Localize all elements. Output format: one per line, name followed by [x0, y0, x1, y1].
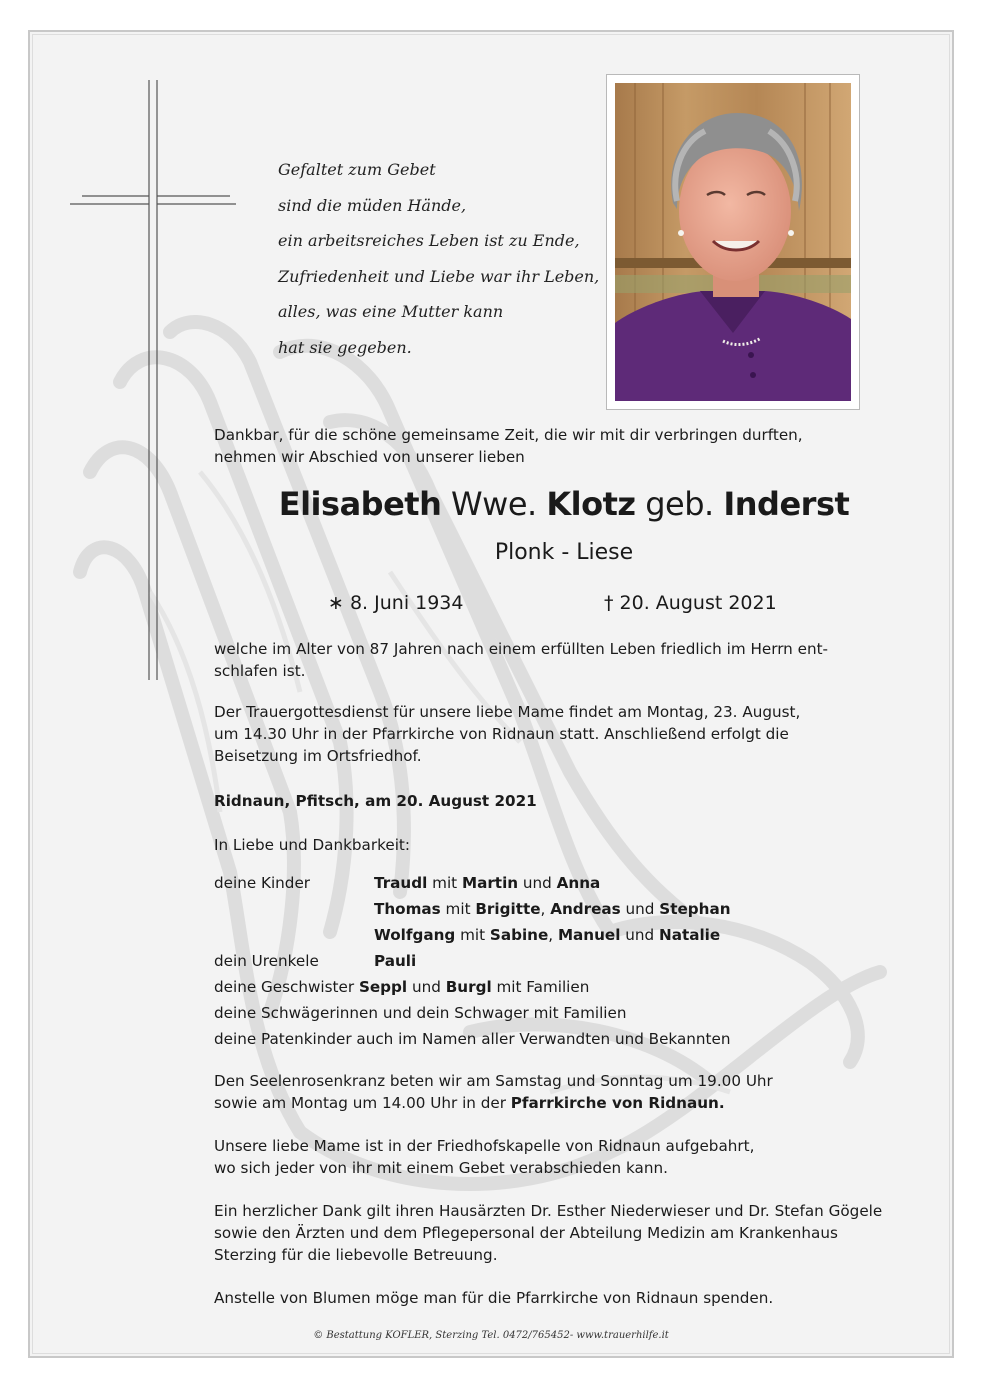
- mourners-heading: In Liebe und Dankbarkeit:: [214, 836, 410, 854]
- paragraph-rosary: [214, 1070, 926, 1114]
- connector: ,: [548, 926, 558, 944]
- text-line: Der Trauergottesdienst für unsere liebe Mame findet am Montag, 23. August,: [214, 703, 801, 721]
- mourners-line: deine Patenkinder auch im Namen aller Verwandten und Bekannten: [214, 1030, 731, 1048]
- intro-line: nehmen wir Abschied von unserer lieben: [214, 448, 525, 466]
- name: Sabine: [489, 926, 549, 944]
- place-and-date: Ridnaun, Pfitsch, am 20. August 2021: [214, 792, 537, 810]
- text-line: schlafen ist.: [214, 662, 306, 680]
- name: Wolfgang: [374, 926, 456, 944]
- intro-text: [214, 424, 926, 468]
- portrait-photo: [615, 83, 851, 401]
- paragraph-thanks: [214, 1200, 926, 1266]
- name: Brigitte: [475, 900, 541, 918]
- mourners-names: [374, 870, 600, 896]
- connector: ,: [540, 900, 551, 918]
- name: Traudl: [374, 874, 428, 892]
- portrait-frame: [606, 74, 860, 410]
- connector: mit: [455, 926, 490, 944]
- text-line: Ein herzlicher Dank gilt ihren Hausärzten Dr. Esther Niederwieser und Dr. Stefan Gögele: [214, 1202, 883, 1220]
- first-name: Elisabeth: [278, 485, 442, 523]
- text-line: um 14.30 Uhr in der Pfarrkirche von Ridnaun statt. Anschließend erfolgt die: [214, 725, 789, 743]
- poem-line: Gefaltet zum Gebet: [278, 160, 436, 179]
- paragraph-funeral-service: [214, 701, 926, 767]
- footer-credit: © Bestattung KOFLER, Sterzing Tel. 0472/765452- www.trauerhilfe.it: [313, 1330, 669, 1341]
- name: Natalie: [659, 926, 721, 944]
- connector: mit: [427, 874, 462, 892]
- mourners-line: deine Schwägerinnen und dein Schwager mit Familien: [214, 1004, 627, 1022]
- poem-line: Zufriedenheit und Liebe war ihr Leben,: [278, 266, 600, 286]
- connector: und: [518, 874, 557, 892]
- name: Martin: [461, 874, 519, 892]
- maiden-name: Inderst: [723, 485, 850, 523]
- mourners-label: deine Kinder: [214, 874, 311, 892]
- death-date: † 20. August 2021: [604, 592, 777, 614]
- name: Burgl: [445, 978, 492, 996]
- connector: deine Geschwister: [214, 978, 359, 996]
- nickname: Plonk - Liese: [494, 540, 634, 565]
- intro-line: Dankbar, für die schöne gemeinsame Zeit, die wir mit dir verbringen durften,: [214, 426, 803, 444]
- text-line: Den Seelenrosenkranz beten wir am Samstag und Sonntag um 19.00 Uhr: [214, 1072, 773, 1090]
- poem-line: alles, was eine Mutter kann: [278, 302, 504, 321]
- name: Manuel: [557, 926, 621, 944]
- connector: und: [407, 978, 446, 996]
- text-line: Beisetzung im Ortsfriedhof.: [214, 747, 422, 765]
- text-segment: sowie am Montag um 14.00 Uhr in der: [214, 1094, 511, 1112]
- mourners-label: dein Urenkele: [214, 952, 319, 970]
- connector: mit: [440, 900, 476, 918]
- text-line: welche im Alter von 87 Jahren nach einem erfüllten Leben friedlich im Herrn ent-: [214, 640, 829, 658]
- paragraph-donations: Anstelle von Blumen möge man für die Pfarrkirche von Ridnaun spenden.: [214, 1289, 774, 1307]
- birth-date: ∗ 8. Juni 1934: [328, 592, 464, 614]
- name: Thomas: [374, 900, 441, 918]
- name: Anna: [556, 874, 601, 892]
- church-name: Pfarrkirche von Ridnaun.: [510, 1094, 725, 1112]
- paragraph-age: [214, 638, 926, 682]
- deceased-name: [214, 482, 914, 526]
- text-line: wo sich jeder von ihr mit einem Gebet verabschieden kann.: [214, 1159, 668, 1177]
- poem-line: hat sie gegeben.: [278, 337, 412, 357]
- connector: mit Familien: [491, 978, 590, 996]
- cross-icon: [70, 80, 236, 680]
- text-line: sowie den Ärzten und dem Pflegepersonal der Abteilung Medizin am Krankenhaus: [214, 1224, 838, 1242]
- poem-line: sind die müden Hände,: [278, 195, 467, 215]
- paragraph-laid-out: [214, 1135, 926, 1179]
- text-line: Sterzing für die liebevolle Betreuung.: [214, 1246, 498, 1264]
- obituary-card: [28, 30, 954, 1358]
- mourners-line: [214, 974, 589, 1000]
- name: Pauli: [374, 952, 417, 970]
- poem: [278, 152, 608, 365]
- name: Seppl: [358, 978, 408, 996]
- text-line: Unsere liebe Mame ist in der Friedhofskapelle von Ridnaun aufgebahrt,: [214, 1137, 755, 1155]
- mourners-names: [374, 922, 720, 948]
- born-prefix: geb.: [645, 485, 714, 523]
- name: Stephan: [659, 900, 731, 918]
- mourners-names: [374, 896, 731, 922]
- surname: Klotz: [546, 485, 636, 523]
- name: Andreas: [550, 900, 621, 918]
- connector: und: [620, 900, 660, 918]
- connector: und: [620, 926, 659, 944]
- poem-line: ein arbeitsreiches Leben ist zu Ende,: [278, 231, 580, 250]
- text-line: [214, 1092, 926, 1114]
- widow-status: Wwe.: [451, 485, 537, 523]
